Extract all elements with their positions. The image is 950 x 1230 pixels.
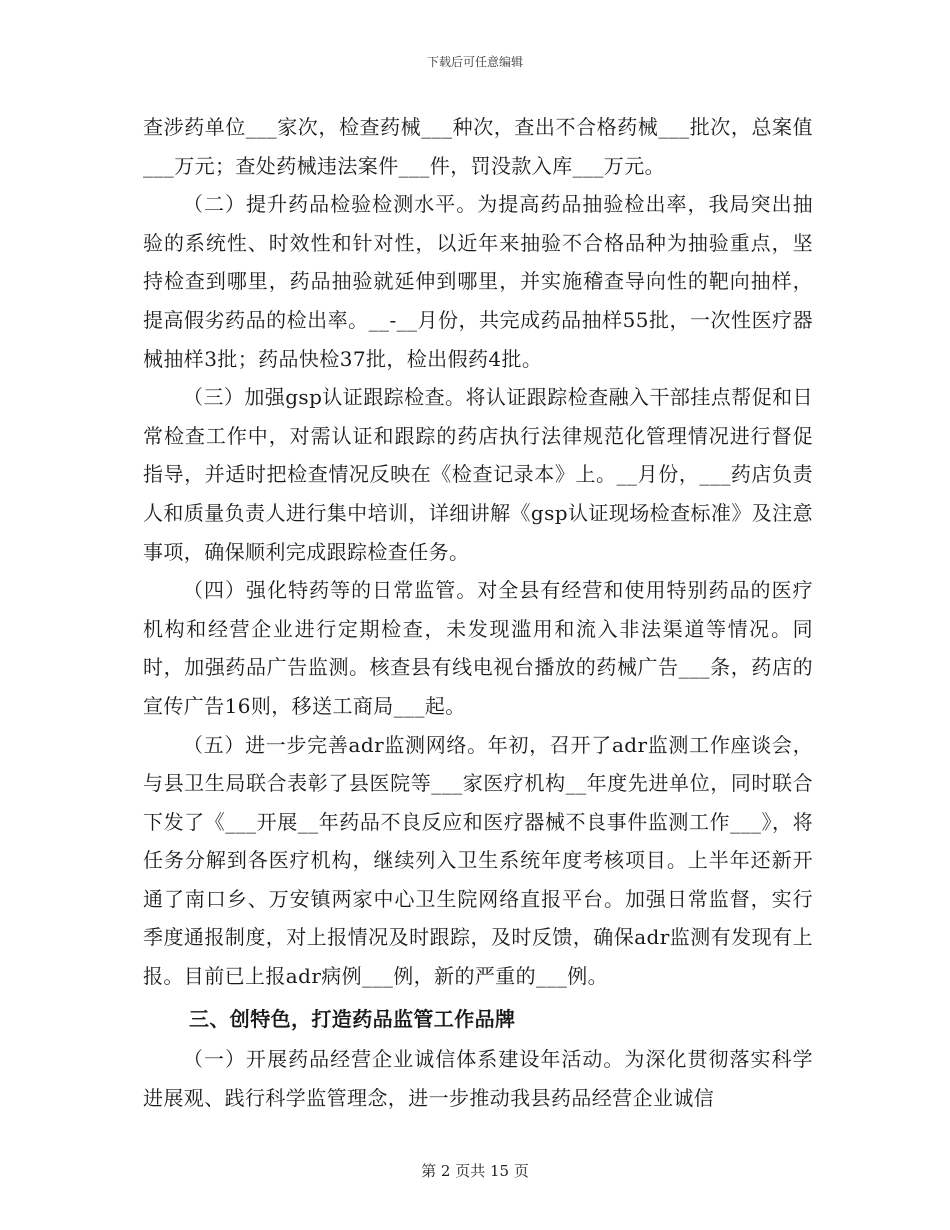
page-number-footer: 第 2 页共 15 页	[421, 1162, 529, 1180]
section-heading: 三、创特色，打造药品监管工作品牌	[189, 1006, 516, 1031]
paragraph-special-drugs: （四）强化特药等的日常监管。对全县有经营和使用特别药品的医疗机构和经营企业进行定期检查，未发现滥用和流入非法渠道等情况。同时，加强药品广告监测。核查县有线电视台播放的药械广告___条，药店的宣传广告16则，移送工商局___起。	[143, 578, 813, 718]
paragraph-continuation: 查涉药单位___家次，检查药械___种次，查出不合格药械___批次，总案值___万元；查处药械违法案件___件，罚没款入库___万元。	[143, 115, 813, 178]
page-header: 下载后可任意编辑	[426, 55, 523, 69]
paragraph-drug-testing: （二）提升药品检验检测水平。为提高药品抽验检出率，我局突出抽验的系统性、时效性和针对性，以近年来抽验不合格品种为抽验重点，坚持检查到哪里，药品抽验就延伸到哪里，并实施稽查导向性的靶向抽样，提高假劣药品的检出率。__-__月份，共完成药品抽样55批，一次性医疗器械抽样3批；药品快检37批，检出假药4批。	[143, 192, 813, 371]
paragraph-gsp-inspection: （三）加强gsp认证跟踪检查。将认证跟踪检查融入干部挂点帮促和日常检查工作中，对需认证和跟踪的药店执行法律规范化管理情况进行督促指导，并适时把检查情况反映在《检查记录本》上。__月份，___药店负责人和质量负责人进行集中培训，详细讲解《gsp认证现场检查标准》及注意事项，确保顺利完成跟踪检查任务。	[143, 385, 813, 564]
document-body	[143, 108, 813, 1117]
paragraph-adr-monitoring: （五）进一步完善adr监测网络。年初，召开了adr监测工作座谈会，与县卫生局联合表彰了县医院等___家医疗机构__年度先进单位，同时联合下发了《___开展__年药品不良反应和医疗器械不良事件监测工作___》，将任务分解到各医疗机构，继续列入卫生系统年度考核项目。上半年还新开通了南口乡、万安镇两家中心卫生院网络直报平台。加强日常监督，实行季度通报制度，对上报情况及时跟踪，及时反馈，确保adr监测有发现有上报。目前已上报adr病例___例，新的严重的___例。	[143, 732, 813, 989]
paragraph-integrity-system: （一）开展药品经营企业诚信体系建设年活动。为深化贯彻落实科学进展观、践行科学监管理念，进一步推动我县药品经营企业诚信	[143, 1047, 813, 1110]
